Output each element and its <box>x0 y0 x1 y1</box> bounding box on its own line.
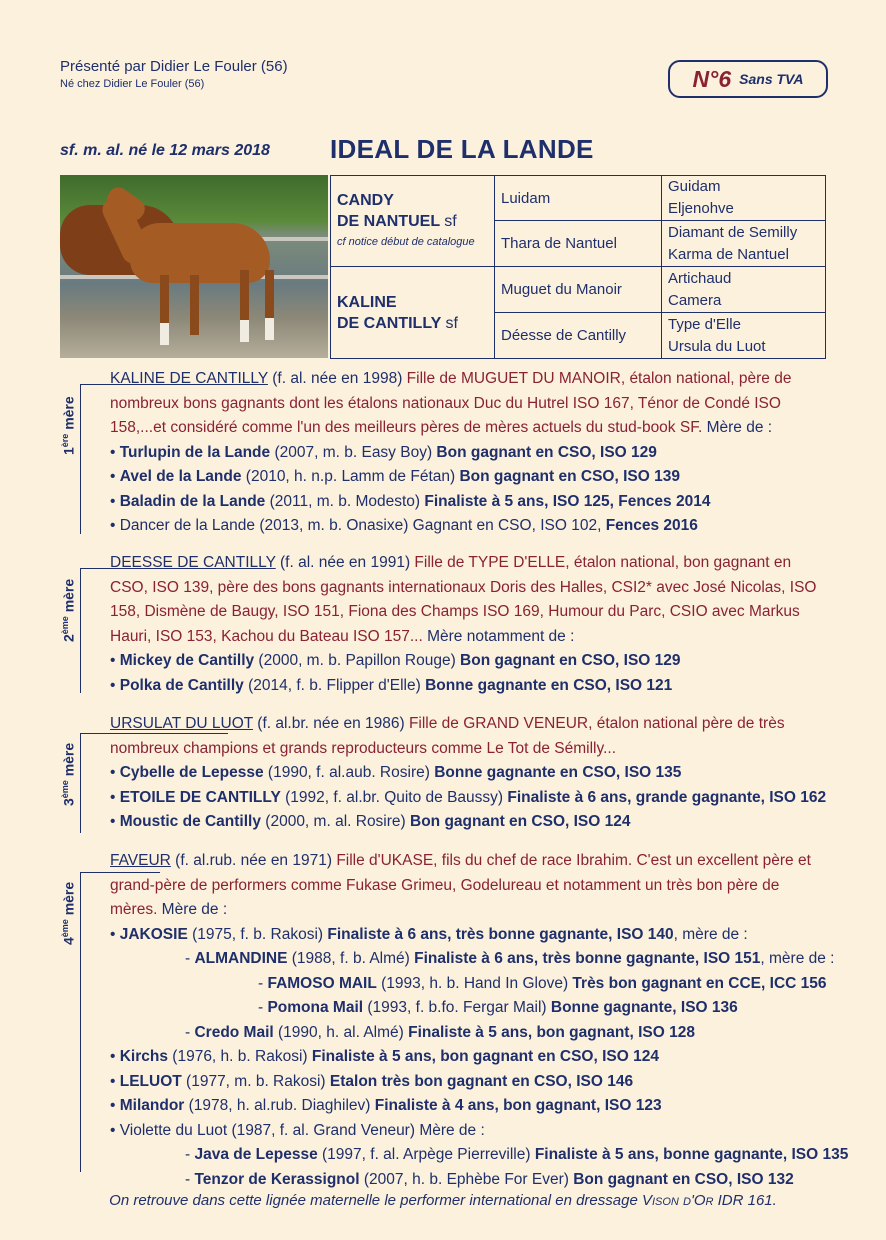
section-1 <box>110 367 830 539</box>
breeder-text: Né chez Didier Le Fouler (56) <box>60 78 205 90</box>
section-4-label: 4ème mère <box>60 881 77 945</box>
pedigree-ggp: Type d'Elle <box>668 315 741 333</box>
horse-name: IDEAL DE LA LANDE <box>330 134 594 164</box>
horse-photo <box>60 175 328 358</box>
pedigree-ggp-cell-3 <box>662 267 826 313</box>
section-2 <box>110 551 830 698</box>
pedigree-gp-4: Déesse de Cantilly <box>495 313 662 359</box>
pedigree-gp-1: Luidam <box>495 176 662 221</box>
section-1-line <box>80 384 81 534</box>
pedigree-ggp-cell-4 <box>662 313 826 359</box>
pedigree-ggp: Eljenohve <box>668 200 734 217</box>
dam-suffix: sf <box>445 314 458 332</box>
offspring-item: • Polka de Cantilly (2014, f. b. Flipper d'Elle) Bonne gagnante en CSO, ISO 121 <box>110 676 673 694</box>
section-1-label: 1ère mère <box>60 396 77 455</box>
sire-note: cf notice début de catalogue <box>337 235 475 248</box>
section-3-intro: URSULAT DU LUOT (f. al.br. née en 1986) Fille de GRAND VENEUR, étalon national père de très nombreux champions et grands reproducteurs comme Le Tot de Sémilly... <box>110 715 785 757</box>
pedigree-ggp-cell-2 <box>662 221 826 267</box>
offspring-item: • ETOILE DE CANTILLY (1992, f. al.br. Quito de Baussy) Finaliste à 6 ans, grande gagnante, ISO 162 <box>110 788 827 806</box>
pedigree-gp-3: Muguet du Manoir <box>495 267 662 313</box>
offspring-item: • Mickey de Cantilly (2000, m. b. Papillon Rouge) Bon gagnant en CSO, ISO 129 <box>110 652 681 669</box>
dam-cell <box>331 267 495 359</box>
offspring-item: • Avel de la Lande (2010, h. n.p. Lamm de Fétan) Bon gagnant en CSO, ISO 139 <box>110 468 680 485</box>
sire-suffix: sf <box>444 212 457 230</box>
footer-note: On retrouve dans cette lignée maternelle le performer international en dressage Vison d'Or IDR 161. <box>109 1192 777 1209</box>
pedigree-gp-2: Thara de Nantuel <box>495 221 662 267</box>
offspring-item: - Pomona Mail (1993, f. b.fo. Fergar Mail) Bonne gagnante, ISO 136 <box>258 999 738 1016</box>
lot-badge <box>668 60 828 98</box>
offspring-item: - Tenzor de Kerassignol (2007, h. b. Ephèbe For Ever) Bon gagnant en CSO, ISO 132 <box>185 1170 794 1188</box>
offspring-item: • JAKOSIE (1975, f. b. Rakosi) Finaliste à 6 ans, très bonne gagnante, ISO 140, mère de : <box>110 925 748 943</box>
offspring-item: - FAMOSO MAIL (1993, h. b. Hand In Glove) Très bon gagnant en CCE, ICC 156 <box>258 974 827 992</box>
dam-name: KALINE DE CANTILLY <box>110 370 268 387</box>
horse-description: sf. m. al. né le 12 mars 2018 <box>60 142 270 159</box>
sire-description: Fille de GRAND VENEUR, étalon national père de très nombreux champions et grands reproducteurs comme Le Tot de Sémilly... <box>110 715 785 757</box>
pedigree-ggp-cell-1 <box>662 176 826 221</box>
dam-name: DEESSE DE CANTILLY <box>110 554 276 571</box>
section-2-line <box>80 568 81 693</box>
offspring-item: • Cybelle de Lepesse (1990, f. al.aub. Rosire) Bonne gagnante en CSO, ISO 135 <box>110 764 682 781</box>
offspring-item: • Kirchs (1976, h. b. Rakosi) Finaliste à 5 ans, bon gagnant en CSO, ISO 124 <box>110 1048 659 1065</box>
footer-highlight: Vison d'Or <box>641 1192 714 1209</box>
section-1-intro: KALINE DE CANTILLY (f. al. née en 1998) Fille de MUGUET DU MANOIR, étalon national, père de nombreux bons gagnants dont les étalons nationaux Duc du Hutrel ISO 167, Ténor de Condé ISO 158,...et considéré comme l'un des meilleurs pères de mères actuels du stud-book SF. Mère de : <box>110 370 792 436</box>
section-3-line <box>80 733 81 833</box>
dam-name-1: KALINE <box>337 293 397 311</box>
section-4-line <box>80 872 81 1172</box>
dam-name-2: DE CANTILLY <box>337 314 442 332</box>
offspring-item: - ALMANDINE (1988, f. b. Almé) Finaliste à 6 ans, très bonne gagnante, ISO 151, mère de : <box>185 950 835 967</box>
presenter-block <box>60 58 288 90</box>
section-3 <box>110 712 830 835</box>
section-2-label: 2ème mère <box>60 578 77 642</box>
dam-name: URSULAT DU LUOT <box>110 715 253 732</box>
pedigree-ggp: Artichaud <box>668 269 732 287</box>
dam-name: FAVEUR <box>110 852 171 869</box>
offspring-item: - Credo Mail (1990, h. al. Almé) Finaliste à 5 ans, bon gagnant, ISO 128 <box>185 1023 695 1041</box>
section-2-intro: DEESSE DE CANTILLY (f. al. née en 1991) Fille de TYPE D'ELLE, étalon national, bon gagnant en CSO, ISO 139, père des bons gagnants internationaux Doris des Halles, CSI2* avec José Nicolas, ISO 158, Dismène de Baugy, ISO 151, Fiona des Champs ISO 169, Humour du Parc, CSIO avec Markus Hauri, ISO 153, Kachou du Bateau ISO 157... Mère notamment de : <box>110 554 817 645</box>
section-4-intro: FAVEUR (f. al.rub. née en 1971) Fille d'UKASE, fils du chef de race Ibrahim. C'est un excellent père et grand-père de performers comme Fukase Grimeu, Godelureau et notamment un très bon père de mères. Mère de : <box>110 852 811 918</box>
offspring-item: • LELUOT (1977, m. b. Rakosi) Etalon très bon gagnant en CSO, ISO 146 <box>110 1072 634 1090</box>
sire-name-2: DE NANTUEL <box>337 212 440 230</box>
offspring-item: • Violette du Luot (1987, f. al. Grand Veneur) Mère de : <box>110 1121 485 1139</box>
sire-cell <box>331 176 495 267</box>
sire-description: Fille d'UKASE, fils du chef de race Ibrahim. C'est un excellent père et grand-père de performers comme Fukase Grimeu, Godelureau et notamment un très bon père de mères. <box>110 852 811 918</box>
offspring-list <box>110 923 849 1193</box>
sire-description: Fille de MUGUET DU MANOIR, étalon national, père de nombreux bons gagnants dont les étalons nationaux Duc du Hutrel ISO 167, Ténor de Condé ISO 158,...et considéré comme l'un des meilleurs pères de mères actuels du stud-book SF. <box>110 370 792 436</box>
offspring-item: • Turlupin de la Lande (2007, m. b. Easy Boy) Bon gagnant en CSO, ISO 129 <box>110 443 657 461</box>
offspring-item: • Milandor (1978, h. al.rub. Diaghilev) Finaliste à 4 ans, bon gagnant, ISO 123 <box>110 1097 662 1114</box>
pedigree-ggp: Karma de Nantuel <box>668 245 789 263</box>
pedigree-ggp: Guidam <box>668 178 721 195</box>
sire-name-1: CANDY <box>337 191 394 209</box>
lot-number: N°6 <box>692 65 732 92</box>
offspring-item: - Java de Lepesse (1997, f. al. Arpège Pierreville) Finaliste à 5 ans, bonne gagnante, ISO 135 <box>185 1146 849 1163</box>
pedigree-table <box>330 175 826 359</box>
tva-label: Sans TVA <box>739 71 804 87</box>
section-3-label: 3ème mère <box>60 742 77 806</box>
presenter-text: Présenté par Didier Le Fouler (56) <box>60 58 288 75</box>
pedigree-ggp: Ursula du Luot <box>668 337 766 355</box>
offspring-item: • Dancer de la Lande (2013, m. b. Onasixe) Gagnant en CSO, ISO 102, Fences 2016 <box>110 517 698 534</box>
offspring-item: • Baladin de la Lande (2011, m. b. Modesto) Finaliste à 5 ans, ISO 125, Fences 2014 <box>110 492 711 510</box>
pedigree-ggp: Camera <box>668 291 722 309</box>
section-4 <box>110 849 849 1192</box>
offspring-item: • Moustic de Cantilly (2000, m. al. Rosire) Bon gagnant en CSO, ISO 124 <box>110 813 631 830</box>
sire-description: Fille de TYPE D'ELLE, étalon national, bon gagnant en CSO, ISO 139, père des bons gagnants internationaux Doris des Halles, CSI2* avec José Nicolas, ISO 158, Dismène de Baugy, ISO 151, Fiona des Champs ISO 169, Humour du Parc, CSIO avec Markus Hauri, ISO 153, Kachou du Bateau ISO 157... <box>110 554 817 645</box>
pedigree-ggp: Diamant de Semilly <box>668 223 798 241</box>
